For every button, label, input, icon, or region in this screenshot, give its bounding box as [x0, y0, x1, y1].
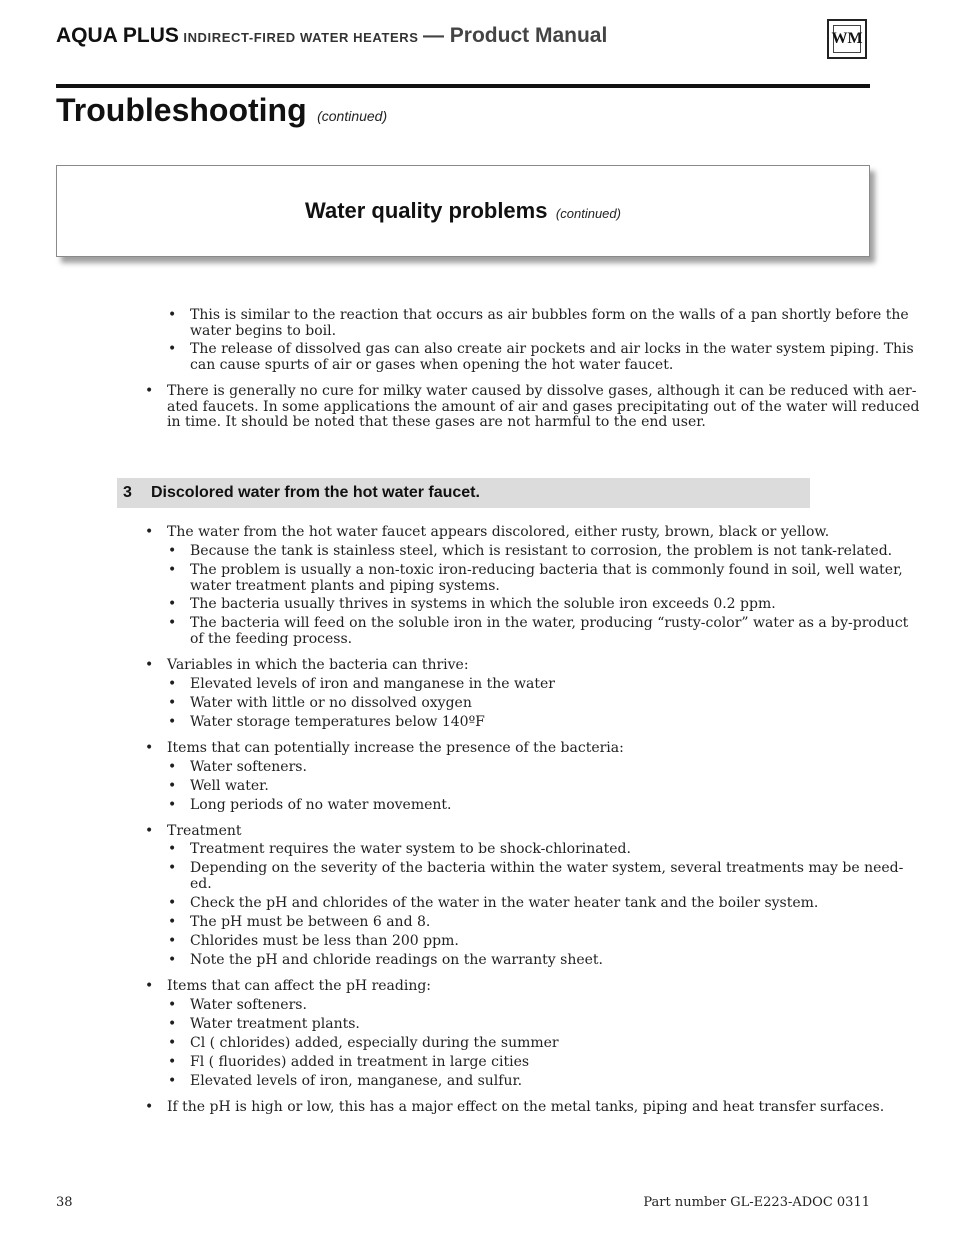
body-line: Elevated levels of iron and manganese in the water	[190, 676, 555, 692]
bullet-icon: •	[168, 778, 177, 794]
body-line: Fl ( fluorides) added in treatment in large cities	[190, 1054, 530, 1070]
body-line: water treatment plants and piping systems.	[190, 578, 500, 594]
body-line: Note the pH and chloride readings on the warranty sheet.	[190, 952, 604, 968]
bullet-icon: •	[145, 740, 154, 756]
body-line: This is similar to the reaction that occurs as air bubbles form on the walls of a pan shortly before the	[190, 307, 909, 323]
body-line: Check the pH and chlorides of the water in the water heater tank and the boiler system.	[190, 895, 819, 911]
body-line: If the pH is high or low, this has a major effect on the metal tanks, piping and heat transfer surfaces.	[167, 1099, 885, 1115]
section-title: Discolored water from the hot water faucet.	[151, 484, 480, 501]
bullet-icon: •	[168, 914, 177, 930]
manual-label: — Product Manual	[422, 24, 608, 47]
part-number: Part number GL-E223-ADOC 0311	[643, 1195, 870, 1210]
bullet-icon: •	[168, 676, 177, 692]
brand-name: AQUA PLUS	[56, 24, 179, 47]
bullet-icon: •	[168, 1016, 177, 1032]
body-line: Long periods of no water movement.	[190, 797, 452, 813]
bullet-icon: •	[145, 657, 154, 673]
bullet-icon: •	[145, 978, 154, 994]
body-line: ated faucets. In some applications the amount of air and gases precipitating out of the water will reduced	[167, 399, 920, 415]
body-line: Chlorides must be less than 200 ppm.	[190, 933, 459, 949]
bullet-icon: •	[168, 307, 177, 323]
page-title-text: Troubleshooting	[56, 92, 307, 128]
body-line: water begins to boil.	[190, 323, 337, 339]
body-line: The problem is usually a non-toxic iron-reducing bacteria that is commonly found in soil, well water,	[190, 562, 903, 578]
bullet-icon: •	[145, 383, 154, 399]
body-line: Variables in which the bacteria can thrive:	[167, 657, 469, 673]
bullet-icon: •	[168, 695, 177, 711]
body-line: in time. It should be noted that these gases are not harmful to the end user.	[167, 414, 706, 430]
brand-subtitle: INDIRECT-FIRED WATER HEATERS	[183, 30, 419, 45]
section-number: 3	[123, 484, 132, 501]
bullet-icon: •	[168, 952, 177, 968]
logo-text: WM	[831, 30, 863, 47]
bullet-icon: •	[168, 933, 177, 949]
body-line: Depending on the severity of the bacteria within the water system, several treatments may be need-	[190, 860, 904, 876]
body-line: Treatment	[167, 823, 242, 839]
body-line: Water treatment plants.	[190, 1016, 360, 1032]
body-line: Because the tank is stainless steel, which is resistant to corrosion, the problem is not tank-related.	[190, 543, 893, 559]
bullet-icon: •	[145, 1099, 154, 1115]
body-line: Water storage temperatures below 140ºF	[190, 714, 485, 730]
bullet-icon: •	[168, 1054, 177, 1070]
body-line: Water softeners.	[190, 997, 307, 1013]
body-line: The pH must be between 6 and 8.	[190, 914, 431, 930]
bullet-icon: •	[168, 341, 177, 357]
page-number: 38	[56, 1195, 73, 1210]
body-line: The release of dissolved gas can also create air pockets and air locks in the water system piping. This	[190, 341, 914, 357]
bullet-icon: •	[145, 524, 154, 540]
bullet-icon: •	[168, 797, 177, 813]
bullet-icon: •	[168, 759, 177, 775]
bullet-icon: •	[168, 895, 177, 911]
bullet-icon: •	[168, 714, 177, 730]
body-line: The water from the hot water faucet appears discolored, either rusty, brown, black or yellow.	[167, 524, 830, 540]
bullet-icon: •	[168, 860, 177, 876]
topic-title-note: (continued)	[555, 206, 621, 221]
body-line: Water with little or no dissolved oxygen	[190, 695, 472, 711]
bullet-icon: •	[168, 615, 177, 631]
body-line: The bacteria will feed on the soluble iron in the water, producing “rusty-color” water as a by-product	[190, 615, 909, 631]
bullet-icon: •	[168, 997, 177, 1013]
bullet-icon: •	[145, 823, 154, 839]
topic-title-text: Water quality problems	[305, 198, 548, 223]
body-line: Elevated levels of iron, manganese, and sulfur.	[190, 1073, 523, 1089]
body-line: Items that can potentially increase the presence of the bacteria:	[167, 740, 624, 756]
body-line: The bacteria usually thrives in systems in which the soluble iron exceeds 0.2 ppm.	[190, 596, 776, 612]
body-line: can cause spurts of air or gases when opening the hot water faucet.	[190, 357, 674, 373]
bullet-icon: •	[168, 596, 177, 612]
body-line: ed.	[190, 876, 212, 892]
body-line: Well water.	[190, 778, 269, 794]
body-line: Cl ( chlorides) added, especially during the summer	[190, 1035, 559, 1051]
bullet-icon: •	[168, 1073, 177, 1089]
body-line: of the feeding process.	[190, 631, 353, 647]
bullet-icon: •	[168, 543, 177, 559]
body-line: Items that can affect the pH reading:	[167, 978, 432, 994]
page-title-note: (continued)	[317, 108, 388, 124]
bullet-icon: •	[168, 841, 177, 857]
bullet-icon: •	[168, 562, 177, 578]
body-line: Water softeners.	[190, 759, 307, 775]
body-line: Treatment requires the water system to be shock-chlorinated.	[190, 841, 631, 857]
bullet-icon: •	[168, 1035, 177, 1051]
body-line: There is generally no cure for milky water caused by dissolve gases, although it can be reduced with aer-	[167, 383, 917, 399]
